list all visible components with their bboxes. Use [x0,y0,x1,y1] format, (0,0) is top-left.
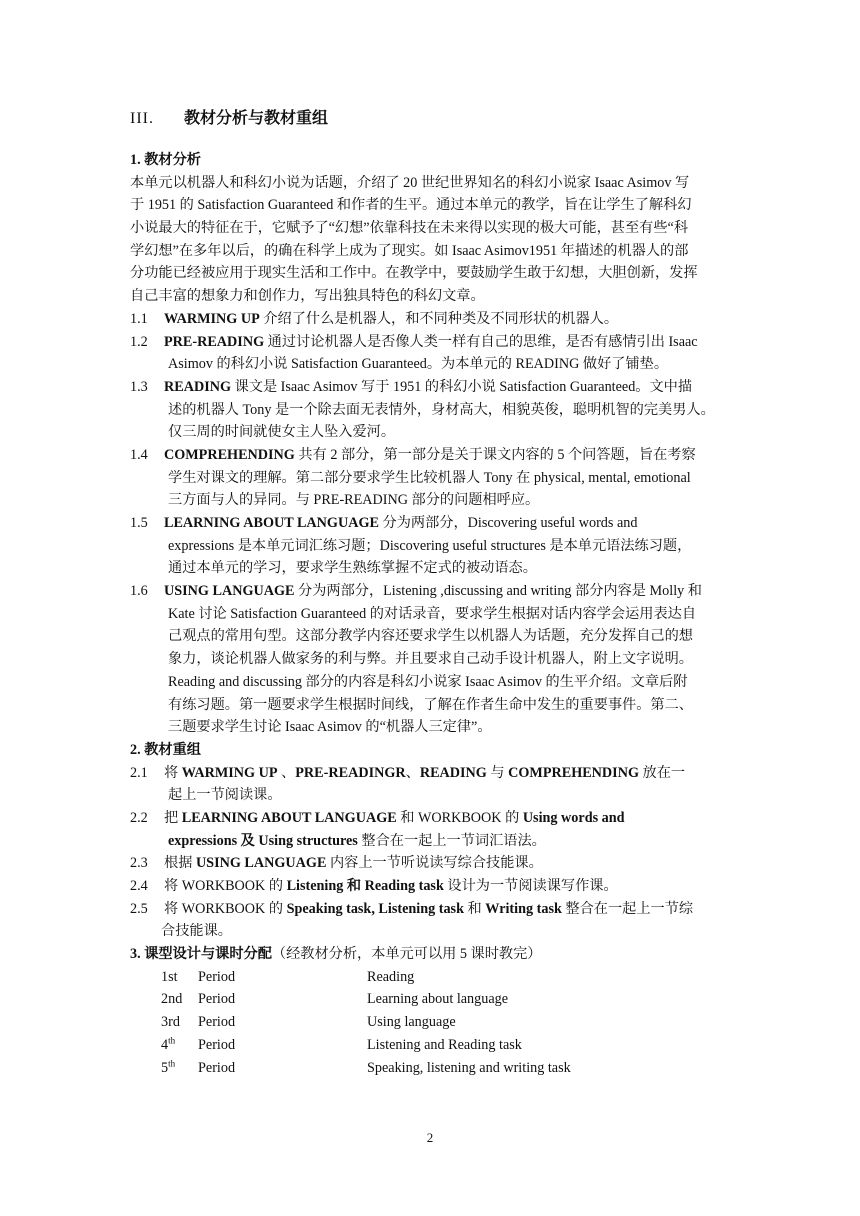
schedule-row [130,1034,734,1057]
item-text: 把 LEARNING ABOUT LANGUAGE 和 WORKBOOK 的 Using words and [164,809,625,826]
intro-line: 本单元以机器人和科幻小说为话题，介绍了 20 世纪世界知名的科幻小说家 Isaac Asimov 写 [130,174,690,191]
intro-line: 于 1951 的 Satisfaction Guaranteed 和作者的生平。通过本单元的教学，旨在让学生了解科幻 [130,197,692,214]
item-number: 1.2 [130,333,148,350]
item-text: 分为两部分，Listening ,discussing and writing 部分内容是 Molly 和 [294,583,702,600]
analysis-item-line: 有练习题。第一题要求学生根据时间线，了解在作者生命中发生的重要事件。第二、 [168,696,693,713]
schedule-row [130,1057,734,1080]
item-number: 2.1 [130,764,148,781]
period-ordinal: 3rd [161,1014,180,1031]
schedule-row [130,966,734,989]
analysis-item-line: Kate 讨论 Satisfaction Guaranteed 的对话录音，要求学生根据对话内容学会运用表达自 [168,605,697,622]
item-number: 2.2 [130,809,148,826]
page-number: 2 [426,1130,434,1145]
subsection-3-title-note: （经教材分析，本单元可以用 5 课时教完） [271,946,542,963]
analysis-item-line: 通过本单元的学习，要求学生熟练掌握不定式的被动语态。 [168,560,537,577]
analysis-item-line: 象力，谈论机器人做家务的利与弊。并且要求自己动手设计机器人，附上文字说明。 [168,651,693,668]
restructure-item-line [130,898,734,921]
item-number: 2.5 [130,900,148,917]
item-keyword: LEARNING ABOUT LANGUAGE [164,515,379,531]
restructure-items [130,762,734,944]
period-label: Period [198,1014,236,1031]
item-text: 将 WARMING UP 、PRE-READINGR、READING 与 COMPREHENDING 放在一 [164,764,686,781]
period-ordinal: 4th [161,1035,176,1053]
period-content: Learning about language [367,991,509,1008]
restructure-item-line [130,762,734,785]
ordinal-suffix: th [168,1057,176,1068]
heading-title: 教材分析与教材重组 [183,110,328,127]
document-body [130,149,734,1079]
item-keyword: READING [164,378,232,395]
item-number: 2.4 [130,878,148,894]
analysis-item-line: 述的机器人 Tony 是一个除去面无表情外，身材高大，相貌英俊，聪明机智的完美男人。 [168,401,715,418]
heading-number: III. [130,110,154,127]
analysis-item-line: Asimov 的科幻小说 Satisfaction Guaranteed。为本单元的 READING 做好了铺垫。 [168,356,669,373]
period-label: Period [198,1036,236,1053]
analysis-item-line: 三题要求学生讨论 Isaac Asimov 的“机器人三定律”。 [168,719,492,736]
item-text: 通过讨论机器人是否像人类一样有自己的思维，是否有感情引出 Isaac [264,333,698,350]
item-keyword: WARMING UP [164,310,260,327]
analysis-item-line: expressions 是本单元词汇练习题；Discovering useful structures 是本单元语法练习题， [168,537,692,554]
subsection-3-title [130,943,734,966]
schedule-row [130,1011,734,1034]
period-ordinal: 5th [161,1057,176,1076]
period-label: Period [198,968,236,985]
item-number: 2.3 [130,855,148,872]
item-text: 根据 USING LANGUAGE 内容上一节听说读写综合技能课。 [164,855,543,872]
period-content: Listening and Reading task [367,1036,522,1053]
analysis-item-line [130,444,734,467]
period-ordinal: 1st [161,968,178,985]
item-text: 将 WORKBOOK 的 Speaking task, Listening task 和 Writing task 整合在一起上一节综 [164,900,694,917]
analysis-items [130,308,734,739]
item-number: 1.5 [130,515,148,531]
intro-line: 自己丰富的想象力和创作力，写出独具特色的科幻文章。 [130,288,485,305]
item-number: 1.1 [130,310,148,327]
item-text: 课文是 Isaac Asimov 写于 1951 的科幻小说 Satisfaction Guaranteed。文中描 [231,378,693,395]
analysis-item-line [130,580,734,603]
analysis-item-line: 学生对课文的理解。第二部分要求学生比较机器人 Tony 在 physical, mental, emotional [168,469,691,486]
period-schedule [130,966,734,1079]
intro-line: 分功能已经被应用于现实生活和工作中。在教学中，要鼓励学生敢于幻想，大胆创新，发挥 [130,265,698,282]
item-keyword: PRE-READING [164,333,265,350]
item-text: 分为两部分，Discovering useful words and [378,515,638,531]
period-content: Speaking, listening and writing task [367,1059,571,1076]
period-content: Using language [367,1014,456,1031]
subsection-1-title: 1. 教材分析 [130,152,201,168]
item-number: 1.4 [130,446,148,463]
subsection-2-title: 2. 教材重组 [130,741,201,758]
period-label: Period [198,991,236,1008]
period-ordinal: 2nd [161,991,183,1008]
item-number: 1.3 [130,378,148,395]
restructure-item-line [130,807,734,830]
analysis-item-line: 仅三周的时间就使女主人坠入爱河。 [168,424,396,441]
analysis-item-line: 三方面与人的异同。与 PRE-READING 部分的问题相呼应。 [168,492,540,509]
intro-line: 小说最大的特征在于，它赋予了“幻想”依靠科技在未来得以实现的极大可能，甚至有些“科 [130,220,689,237]
ordinal-suffix: th [168,1035,176,1046]
item-keyword: COMPREHENDING [164,446,295,463]
item-number: 1.6 [130,583,148,600]
analysis-item-line [130,308,734,331]
item-text: 介绍了什么是机器人，和不同种类及不同形状的机器人。 [259,310,619,327]
analysis-item-line [130,331,734,354]
period-label: Period [198,1059,236,1076]
intro-line: 学幻想”在多年以后，的确在科学上成为了现实。如 Isaac Asimov1951 年描述的机器人的部 [130,242,689,259]
analysis-item-line [130,376,734,399]
analysis-item-line: Reading and discussing 部分的内容是科幻小说家 Isaac Asimov 的生平介绍。文章后附 [168,673,688,690]
intro-paragraph [130,172,734,308]
analysis-item-line: 己观点的常用句型。这部分教学内容还要求学生以机器人为话题，充分发挥自己的想 [168,628,693,645]
restructure-item-line [130,875,734,898]
restructure-item-line: 合技能课。 [161,923,232,940]
period-content: Reading [367,968,415,985]
restructure-item-line: expressions 及 Using structures 整合在一起上一节词汇语法。 [168,832,546,849]
section-heading [130,105,328,128]
analysis-item-line [130,512,734,535]
item-text: 共有 2 部分，第一部分是关于课文内容的 5 个问答题，旨在考察 [294,446,696,463]
item-text: 将 WORKBOOK 的 Listening 和 Reading task 设计为一节阅读课写作课。 [164,878,618,894]
schedule-row [130,988,734,1011]
item-keyword: USING LANGUAGE [164,583,295,600]
restructure-item-line: 起上一节阅读课。 [168,787,282,804]
restructure-item-line [130,852,734,875]
subsection-3-title-bold: 3. 课型设计与课时分配 [130,946,272,963]
